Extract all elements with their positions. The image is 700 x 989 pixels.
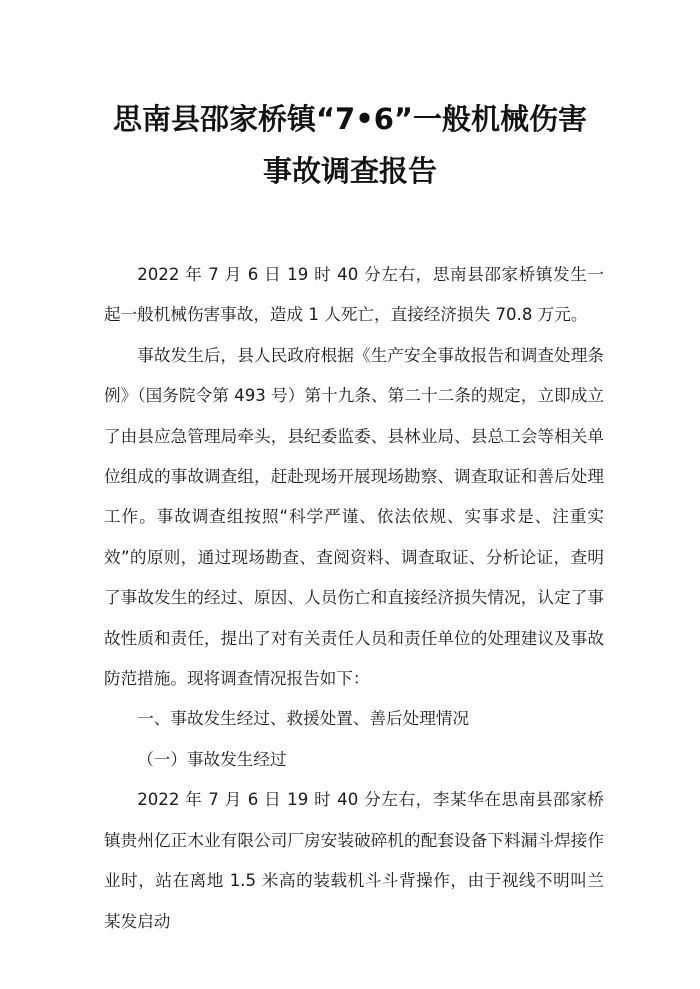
section-heading-1: 一、事故发生经过、救援处置、善后处理情况 bbox=[137, 709, 470, 729]
paragraph-summary: 2022 年 7 月 6 日 19 时 40 分左右，思南县邵家桥镇发生一起一般机械伤害事故，造成 1 人死亡，直接经济损失 70.8 万元。 bbox=[104, 265, 604, 325]
report-body bbox=[104, 255, 604, 942]
paragraph-accident-process: 2022 年 7 月 6 日 19 时 40 分左右，李某华在思南县邵家桥镇贵州亿正木业有限公司厂房安装破碎机的配套设备下料漏斗焊接作业时，站在离地 1.5 米高的装载机斗斗背操作，由于视线不明叫兰某发启动 bbox=[104, 790, 604, 931]
subsection-heading-1: （一）事故发生经过 bbox=[137, 749, 287, 769]
report-title-line-1: 思南县邵家桥镇“7•6”一般机械伤害 bbox=[112, 102, 587, 136]
paragraph-investigation: 事故发生后，县人民政府根据《生产安全事故报告和调查处理条例》（国务院令第 493 号）第十九条、第二十二条的规定，立即成立了由县应急管理局牵头，县纪委监委、县林业局、县总工会等相关单位组成的事故调查组，赶赴现场开展现场勘察、调查取证和善后处理工作。事故调查组按照“科学严谨、依法依规、实事求是、注重实效”的原则，通过现场勘查、查阅资料、调查取证、分析论证，查明了事故发生的经过、原因、人员伤亡和直接经济损失情况，认定了事故性质和责任，提出了对有关责任人员和责任单位的处理建议及事故防范措施。现将调查情况报告如下： bbox=[104, 345, 604, 689]
report-title-line-2: 事故调查报告 bbox=[262, 154, 437, 188]
